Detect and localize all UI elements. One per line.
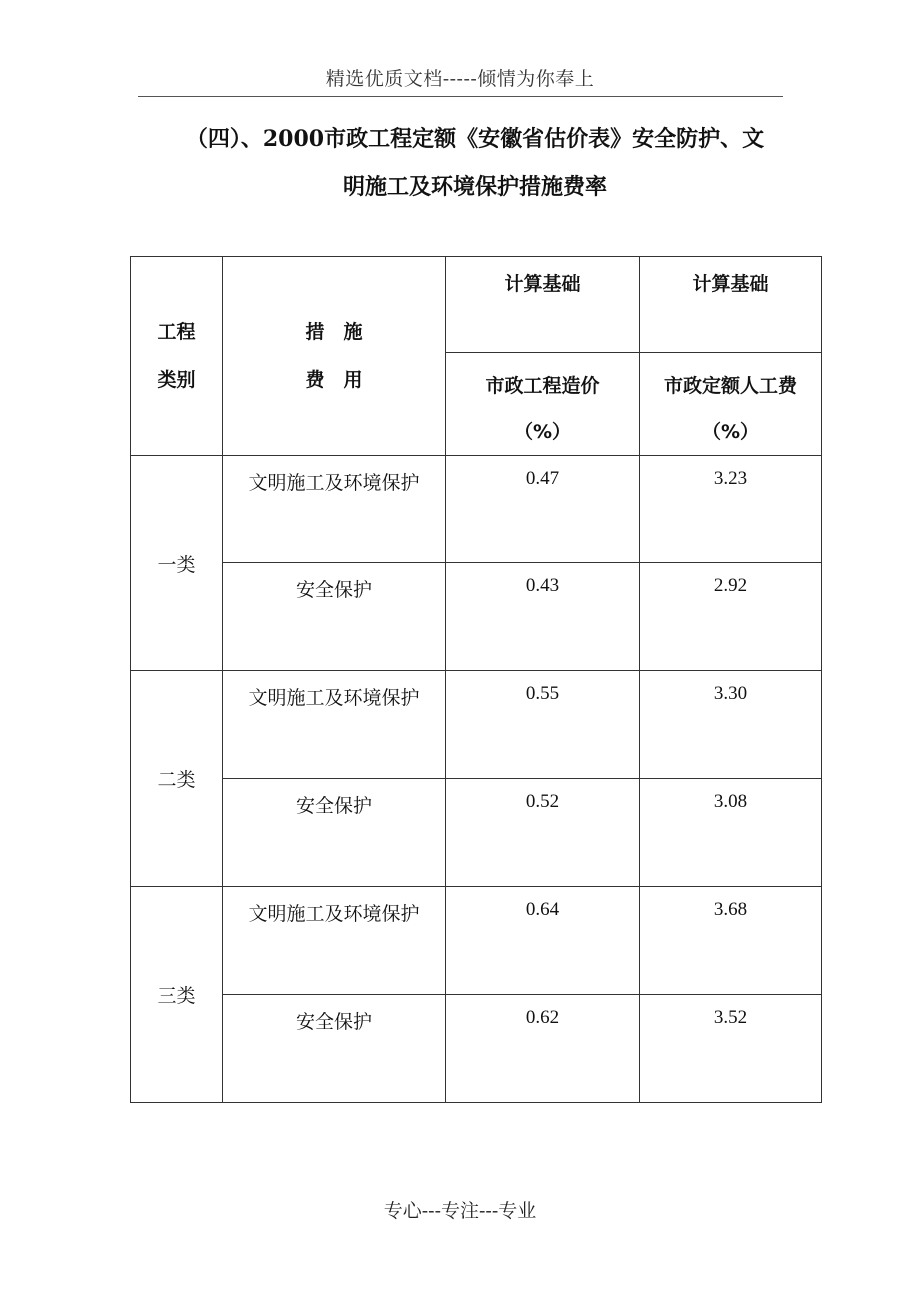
header-category-line2: 类别 (157, 369, 196, 391)
header-category-line1: 工程 (157, 321, 196, 343)
cost-rate-cell: 0.55 (446, 671, 640, 779)
cost-rate-cell: 0.47 (446, 456, 640, 563)
header-unit-labor-line1: 市政定额人工费 (663, 375, 797, 397)
measure-cell: 文明施工及环境保护 (223, 671, 446, 779)
document-title-line-1: （四）、2000市政工程定额《安徽省估价表》安全防护、文 (185, 126, 765, 152)
cost-rate-cell: 0.52 (446, 779, 640, 887)
header-measure-line2: 费 用 (305, 369, 363, 391)
rate-table (130, 256, 822, 1103)
header-category (131, 257, 223, 456)
measure-cell: 安全保护 (223, 563, 446, 671)
table-row (131, 563, 822, 671)
table-row (131, 995, 822, 1103)
document-title-line-2: 明施工及环境保护措施费率 (342, 174, 607, 200)
header-unit-cost-line2: （%） (513, 421, 572, 443)
labor-rate-cell: 2.92 (640, 563, 822, 671)
measure-cell: 文明施工及环境保护 (223, 887, 446, 995)
measure-cell: 文明施工及环境保护 (223, 456, 446, 563)
header-unit-cost-line1: 市政工程造价 (485, 375, 600, 397)
header-basis-2: 计算基础 (640, 257, 822, 353)
header-unit-labor (640, 353, 822, 456)
table-row (131, 779, 822, 887)
category-cell: 三类 (131, 887, 223, 1103)
header-measure (223, 257, 446, 456)
labor-rate-cell: 3.30 (640, 671, 822, 779)
measure-cell: 安全保护 (223, 779, 446, 887)
table-row (131, 887, 822, 995)
labor-rate-cell: 3.52 (640, 995, 822, 1103)
cost-rate-cell: 0.62 (446, 995, 640, 1103)
category-cell: 一类 (131, 456, 223, 671)
header-unit-cost (446, 353, 640, 456)
cost-rate-cell: 0.64 (446, 887, 640, 995)
measure-cell: 安全保护 (223, 995, 446, 1103)
labor-rate-cell: 3.23 (640, 456, 822, 563)
cost-rate-cell: 0.43 (446, 563, 640, 671)
category-cell: 二类 (131, 671, 223, 887)
table-row (131, 671, 822, 779)
header-basis-1: 计算基础 (446, 257, 640, 353)
page-header: 精选优质文档-----倾情为你奉上 (325, 68, 595, 90)
header-divider (138, 96, 783, 97)
header-unit-labor-line2: （%） (701, 421, 760, 443)
labor-rate-cell: 3.08 (640, 779, 822, 887)
page-footer: 专心---专注---专业 (383, 1200, 537, 1222)
header-measure-line1: 措 施 (305, 321, 363, 343)
labor-rate-cell: 3.68 (640, 887, 822, 995)
table-row (131, 456, 822, 563)
